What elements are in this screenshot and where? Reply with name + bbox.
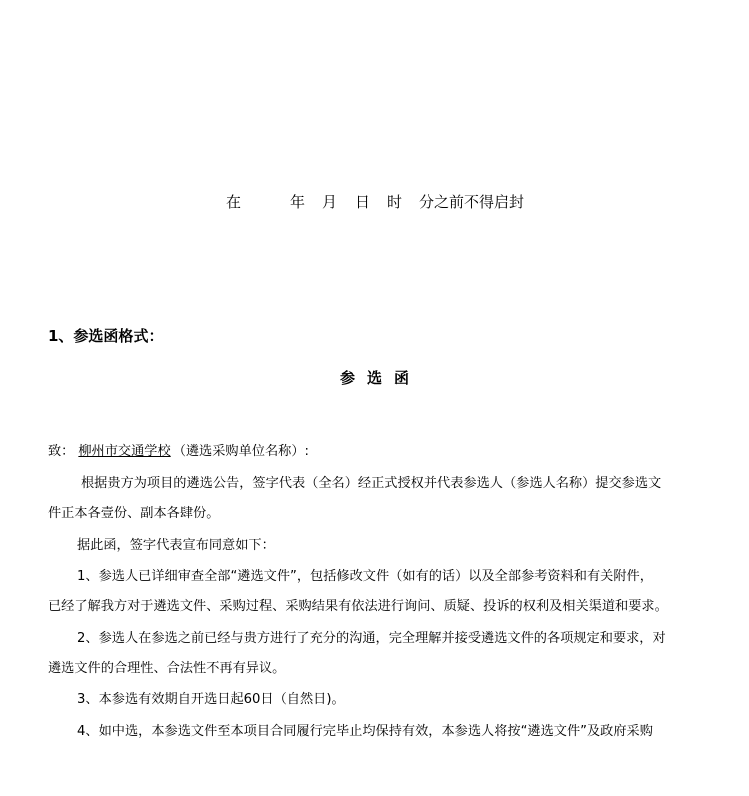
paragraph-line: 2、参选人在参选之前已经与贵方进行了充分的沟通，完全理解并接受遴选文件的各项规定和要求，对 xyxy=(77,631,666,646)
seal-year: 年 xyxy=(290,193,306,211)
seal-prefix: 在 xyxy=(226,193,242,211)
paragraph-line: 已经了解我方对于遴选文件、采购过程、采购结果有依法进行询问、质疑、投诉的权利及相关渠道和要求。 xyxy=(48,599,668,614)
paragraph-line: 3、本参选有效期自开选日起60日（自然日)。 xyxy=(77,692,345,707)
salutation-suffix: （遴选采购单位名称）: xyxy=(172,444,310,459)
paragraph-line: 遴选文件的合理性、合法性不再有异议。 xyxy=(48,661,286,676)
paragraph-line: 根据贵方为项目的遴选公告，签字代表（全名）经正式授权并代表参选人（参选人名称）提交参选文 xyxy=(81,476,662,491)
paragraph-line: 4、如中选，本参选文件至本项目合同履行完毕止均保持有效，本参选人将按“遴选文件”及政府采购 xyxy=(77,724,653,739)
seal-suffix: 分之前不得启封 xyxy=(419,193,525,211)
letter-salutation xyxy=(48,443,309,461)
salutation-prefix: 致： xyxy=(48,444,75,459)
recipient-name: 柳州市交通学校 xyxy=(78,444,171,459)
section-title: 1、参选函格式： xyxy=(48,327,164,345)
paragraph-line: 1、参选人已详细审查全部“遴选文件”，包括修改文件（如有的话）以及全部参考资料和有关附件， xyxy=(77,569,653,584)
seal-day: 日 xyxy=(355,193,371,211)
paragraph-line: 件正本各壹份、副本各肆份。 xyxy=(48,506,220,521)
document-title: 参选函 xyxy=(339,369,421,387)
paragraph-line: 据此函，签字代表宣布同意如下： xyxy=(77,538,275,553)
seal-month: 月 xyxy=(322,193,338,211)
seal-hour: 时 xyxy=(387,193,403,211)
